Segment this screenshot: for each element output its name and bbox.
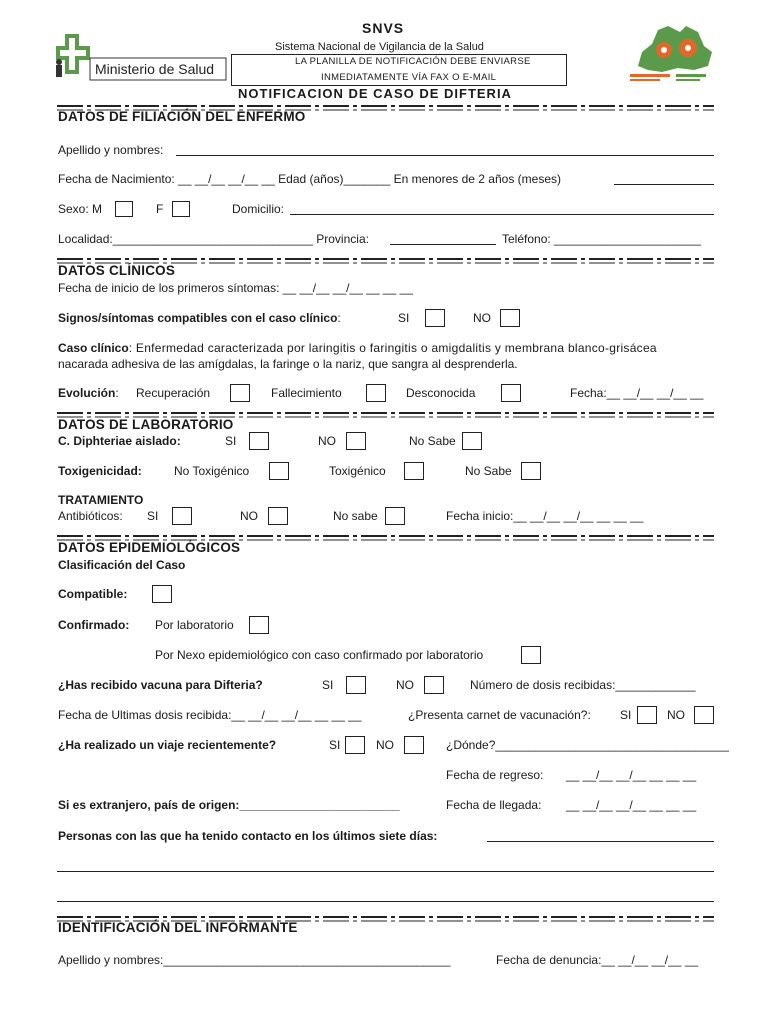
section-epidemiologicos: DATOS EPIDEMIOLÓGICOS [58,540,241,555]
no-toxigenico-label: No Toxigénico [174,464,250,478]
antibioticos-no-label: NO [240,509,258,523]
snvs-title: SNVS [362,20,405,36]
contacto-line-2[interactable] [57,871,714,872]
extranjero-label: Si es extranjero, país de origen:________________________ [58,798,400,812]
telefono-label: Teléfono: ______________________ [502,232,701,246]
caso-clinico-line1 [58,341,714,355]
antibioticos-si-label: SI [147,509,159,523]
antibioticos-label: Antibióticos: [58,509,123,523]
regreso-label: Fecha de regreso: [446,768,544,782]
section-filiacion: DATOS DE FILIACIÓN DEL ENFERMO [58,109,306,124]
desconocida-checkbox[interactable] [501,384,521,402]
section-informante: IDENTIFICACIÓN DEL INFORMANTE [58,920,298,935]
aislado-no-checkbox[interactable] [346,432,366,450]
ministry-logo [55,32,230,82]
llegada-field[interactable]: __ __/__ __/__ __ __ __ [566,798,697,812]
apellido-field[interactable] [176,155,714,156]
provincial-logo [628,22,716,84]
toxigenicidad-nosabe-checkbox[interactable] [521,462,541,480]
vacuna-no-checkbox[interactable] [424,676,444,694]
system-name: Sistema Nacional de Vigilancia de la Salud [275,41,484,53]
localidad-label: Localidad:______________________________ Provincia: [58,232,369,246]
recuperacion-checkbox[interactable] [230,384,250,402]
caso-clinico-line2: nacarada adhesiva de las amígdalas, la faringe o la nariz, que sangra al desprenderla. [58,357,518,371]
informante-apellido: Apellido y nombres:___________________________________________ [58,953,451,967]
vacuna-label: ¿Has recibido vacuna para Difteria? [58,678,263,692]
signos-no-label: NO [473,311,491,325]
provincia-field[interactable] [390,244,496,245]
carnet-si-label: SI [620,708,632,722]
viaje-no-label: NO [376,738,394,752]
carnet-no-label: NO [667,708,685,722]
evolucion-fecha: Fecha:__ __/__ __/__ __ [570,386,704,400]
antibioticos-nosabe-checkbox[interactable] [385,507,405,525]
antibioticos-si-checkbox[interactable] [172,507,192,525]
vacuna-si-checkbox[interactable] [346,676,366,694]
fallecimiento-checkbox[interactable] [366,384,386,402]
fallecimiento-label: Fallecimiento [271,386,342,400]
contacto-field[interactable] [487,841,714,842]
aislado-no-label: NO [318,434,336,448]
notice-line-2: INMEDIATAMENTE VÍA FAX O E-MAIL [321,72,497,83]
signos-si-checkbox[interactable] [425,309,445,327]
sexo-f-label: F [156,202,164,216]
evolucion-label [58,386,119,400]
viaje-si-checkbox[interactable] [345,736,365,754]
carnet-label: ¿Presenta carnet de vacunación?: [408,708,591,722]
section-laboratorio: DATOS DE LABORATORIO [58,417,234,432]
tratamiento-label: TRATAMIENTO [58,493,144,507]
confirmado-label: Confirmado: [58,618,130,632]
aislado-label: C. Diphteriae aislado: [58,434,181,448]
por-nexo-checkbox[interactable] [521,646,541,664]
vacuna-no-label: NO [396,678,414,692]
clasificacion-label: Clasificación del Caso [58,558,186,572]
desconocida-label: Desconocida [406,386,476,400]
donde-label: ¿Dónde?___________________________________ [446,738,729,752]
compatible-label: Compatible: [58,587,128,601]
contacto-line-3[interactable] [57,901,714,902]
domicilio-field[interactable] [290,214,714,215]
num-dosis-label: Número de dosis recibidas:____________ [470,678,696,692]
signos-si-label: SI [398,311,410,325]
apellido-label: Apellido y nombres: [58,143,164,157]
por-laboratorio-label: Por laboratorio [155,618,234,632]
aislado-nosabe-label: No Sabe [409,434,456,448]
signos-no-checkbox[interactable] [500,309,520,327]
recuperacion-label: Recuperación [136,386,211,400]
signos-colon: : [337,311,341,325]
evolucion-colon: : [115,386,119,400]
province-map-icon [628,22,716,84]
fecha-inicio-tratamiento: Fecha inicio:__ __/__ __/__ __ __ __ [446,509,644,523]
viaje-no-checkbox[interactable] [404,736,424,754]
section-clinicos: DATOS CLÍNICOS [58,263,176,278]
aislado-si-checkbox[interactable] [249,432,269,450]
caso-clinico-label: Caso clínico [58,341,129,355]
edad-meses-field[interactable] [614,184,714,185]
signos-label [58,311,341,325]
llegada-label: Fecha de llegada: [446,798,542,812]
vacuna-si-label: SI [322,678,334,692]
contacto-label: Personas con las que ha tenido contacto en los últimos siete días: [58,829,438,843]
por-laboratorio-checkbox[interactable] [249,616,269,634]
form-title: NOTIFICACION DE CASO DE DIFTERIA [238,86,512,101]
signos-text: Signos/síntomas compatibles con el caso clínico [58,311,338,325]
aislado-si-label: SI [225,434,237,448]
toxigenicidad-label: Toxigenicidad: [58,464,142,478]
regreso-field[interactable]: __ __/__ __/__ __ __ __ [566,768,697,782]
domicilio-label: Domicilio: [232,202,285,216]
carnet-no-checkbox[interactable] [694,706,714,724]
ultima-dosis-label: Fecha de Ultimas dosis recibida:__ __/__ __/__ __ __ __ [58,708,362,722]
fecha-denuncia: Fecha de denuncia:__ __/__ __/__ __ [496,953,699,967]
compatible-checkbox[interactable] [152,585,172,603]
sexo-f-checkbox[interactable] [172,201,190,217]
viaje-si-label: SI [329,738,341,752]
sexo-m-checkbox[interactable] [115,201,133,217]
inicio-sintomas-label: Fecha de inicio de los primeros síntomas: __ __/__ __/__ __ __ __ [58,281,413,295]
viaje-label: ¿Ha realizado un viaje recientemente? [58,738,277,752]
sexo-label: Sexo: M [58,202,103,216]
antibioticos-nosabe-label: No sabe [333,509,378,523]
toxigenico-checkbox[interactable] [404,462,424,480]
nacimiento-label: Fecha de Nacimiento: __ __/__ __/__ __ Edad (años)_______ En menores de 2 años (meses) [58,172,561,186]
toxigenicidad-nosabe-label: No Sabe [465,464,512,478]
toxigenico-label: Toxigénico [329,464,386,478]
carnet-si-checkbox[interactable] [637,706,657,724]
notice-line-1: LA PLANILLA DE NOTIFICACIÓN DEBE ENVIARSE [295,56,531,67]
caso-clinico-text: : Enfermedad caracterizada por laringitis o faringitis o amigdalitis y membrana blanco-grisácea [128,341,657,355]
por-nexo-label: Por Nexo epidemiológico con caso confirmado por laboratorio [155,648,484,662]
ministry-name: Ministerio de Salud [95,61,215,77]
aislado-nosabe-checkbox[interactable] [462,432,482,450]
antibioticos-no-checkbox[interactable] [268,507,288,525]
evolucion-text: Evolución [58,386,116,400]
no-toxigenico-checkbox[interactable] [269,462,289,480]
